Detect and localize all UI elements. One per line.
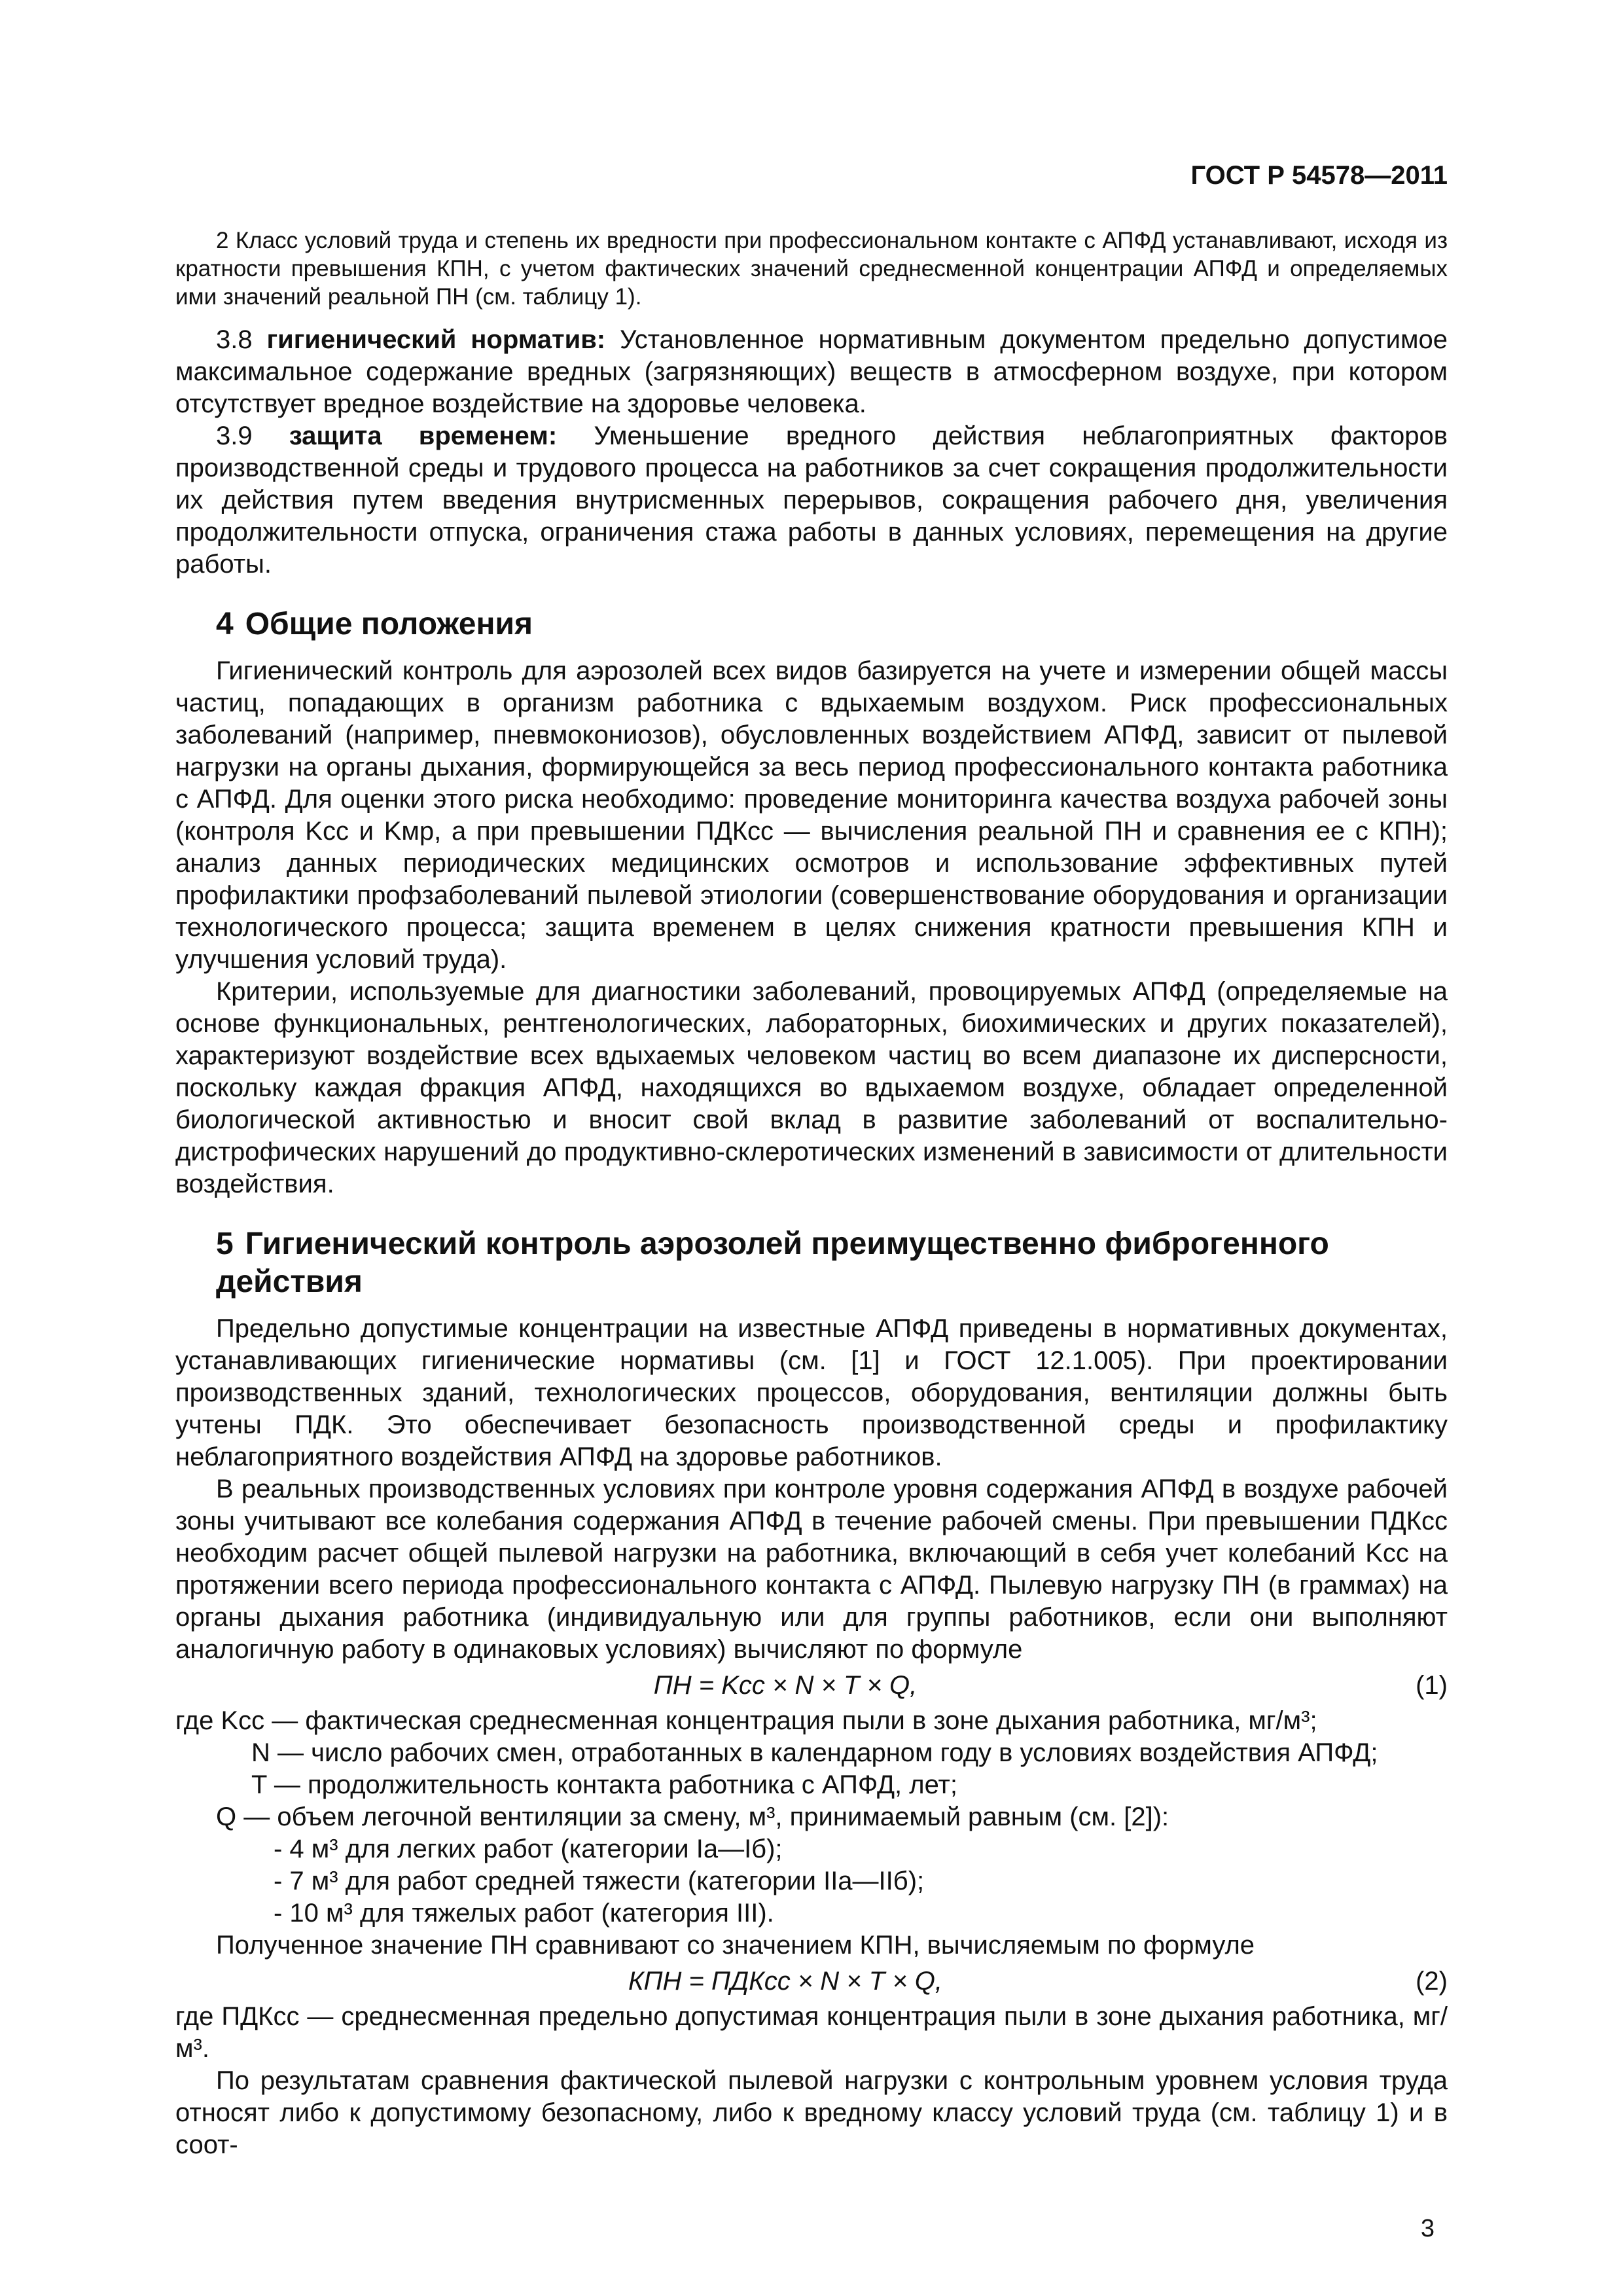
note-2: 2 Класс условий труда и степень их вредности при профессиональном контакте с АПФД устанавливают, исходя из кратности превышения КПН, с учетом фактических значений среднесменной концентрации АПФД и определяемых ими значений реальной ПН (см. таблицу 1). [175,228,1448,310]
list-item: - 7 м³ для работ средней тяжести (категории IIа—IIб); [274,1867,925,1895]
formula-number: (2) [1416,1966,1448,1996]
where-kss: где Kсс — фактическая среднесменная концентрация пыли в зоне дыхания работника, мг/м³; [175,1706,1317,1735]
formula-expression: КПН = ПДКсс × N × T × Q, [628,1966,943,1996]
definition-term: гигиенический норматив: [266,325,606,354]
where-n: N — число рабочих смен, отработанных в календарном году в условиях воздействия АПФД; [251,1738,1378,1767]
definition-3-8 [175,324,1448,420]
page-content [175,226,1448,2161]
where-t: T — продолжительность контакта работника с АПФД, лет; [251,1770,957,1799]
formula-1 [175,1666,1448,1705]
section-title: Гигиенический контроль аэрозолей преимущественно фиброгенного действия [216,1227,1329,1299]
where-q: Q — объем легочной вентиляции за смену, м³, принимаемый равным (см. [2]): [216,1803,1169,1831]
document-number: ГОСТ Р 54578—2011 [1190,161,1448,190]
section-5-heading [175,1225,1448,1301]
list-item: - 10 м³ для тяжелых работ (категория III). [274,1899,774,1928]
section-number: 5 [216,1227,234,1261]
section-number: 4 [216,607,234,641]
section-title: Общие положения [245,607,533,641]
definition-number: 3.9 [216,422,253,450]
section-4-paragraph-2: Критерии, используемые для диагностики заболеваний, провоцируемых АПФД (определяемые на основе функциональных, рентгенологических, лабораторных, биохимических и других показателей), характеризуют воздействие всех вдыхаемых человеком частиц во всем диапазоне их дисперсности, поскольку каждая фракция АПФД, находящихся во вдыхаемом воздухе, обладает определенной биологической активностью и вносит свой вклад в развитие заболеваний от воспалительно-дистрофических нарушений до продуктивно-склеротических изменений в зависимости от длительности воздействия. [175,977,1448,1198]
section-5-paragraph-1: Предельно допустимые концентрации на известные АПФД приведены в нормативных документах, устанавливающих гигиенические нормативы (см. [1] и ГОСТ 12.1.005). При проектировании производственных зданий, технологических процессов, оборудования, вентиляции должны быть учтены ПДК. Это обеспечивает безопасность производственной среды и профилактику неблагоприятного воздействия АПФД на здоровье работников. [175,1314,1448,1471]
definition-term: защита временем: [289,422,558,450]
section-5-paragraph-4: По результатам сравнения фактической пылевой нагрузки с контрольным уровнем условия труда относят либо к допустимому безопасному, либо к вредному классу условий труда (см. таблицу 1) и в соот- [175,2066,1448,2159]
where-pdk: где ПДКсс — среднесменная предельно допустимая концентрация пыли в зоне дыхания работника, мг/м³. [175,2002,1448,2063]
definition-text: Уменьшение вредного действия неблагоприятных факторов производственной среды и трудового процесса на работников за счет сокращения продолжительности их действия путем введения внутрисменных перерывов, сокращения рабочего дня, увеличения продолжительности отпуска, ограничения стажа работы в данных условиях, перемещения на другие работы. [175,422,1448,579]
formula-expression: ПН = Kсс × N × T × Q, [653,1670,918,1700]
definition-3-9 [175,420,1448,581]
section-4-paragraph-1: Гигиенический контроль для аэрозолей всех видов базируется на учете и измерении общей массы частиц, попадающих в организм работника с вдыхаемым воздухом. Риск профессиональных заболеваний (например, пневмокониозов), обусловленных воздействием АПФД, зависит от пылевой нагрузки на органы дыхания, формирующейся за весь период профессионального контакта работника с АПФД. Для оценки этого риска необходимо: проведение мониторинга качества воздуха рабочей зоны (контроля Kсс и Kмр, а при превышении ПДКсс — вычисления реальной ПН и сравнения ее с КПН); анализ данных периодических медицинских осмотров и использование эффективных путей профилактики профзаболеваний пылевой этиологии (совершенствование оборудования и организации технологического процесса; защита временем в целях снижения кратности превышения КПН и улучшения условий труда). [175,656,1448,974]
section-5-paragraph-3: Полученное значение ПН сравнивают со значением КПН, вычисляемым по формуле [216,1931,1255,1960]
formula-number: (1) [1416,1670,1448,1700]
formula-2 [175,1962,1448,2001]
page-number: 3 [1420,2215,1435,2242]
section-4-heading [175,605,1448,643]
definition-text: Установленное нормативным документом предельно допустимое максимальное содержание вредных (загрязняющих) веществ в атмосферном воздухе, при котором отсутствует вредное воздействие на здоровье человека. [175,325,1448,418]
list-item: - 4 м³ для легких работ (категории Iа—Iб); [274,1835,783,1863]
definition-number: 3.8 [216,325,253,354]
section-5-paragraph-2: В реальных производственных условиях при контроле уровня содержания АПФД в воздухе рабочей зоны учитывают все колебания содержания АПФД в течение рабочей смены. При превышении ПДКсс необходим расчет общей пылевой нагрузки на работника, включающий в себя учет колебаний Kсс на протяжении всего периода профессионального контакта с АПФД. Пылевую нагрузку ПН (в граммах) на органы дыхания работника (индивидуальную или для группы работников, если они выполняют аналогичную работу в одинаковых условиях) вычисляют по формуле [175,1475,1448,1664]
